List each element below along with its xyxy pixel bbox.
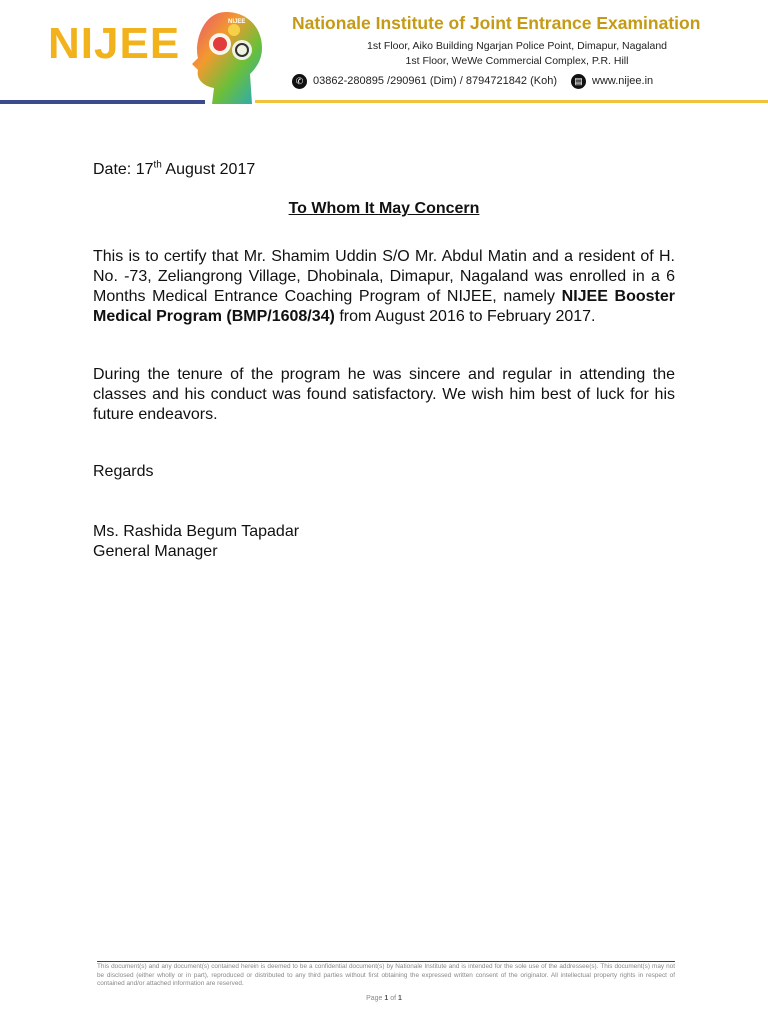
logo-text: NIJEE (48, 19, 181, 68)
emblem-label: NIJEE (228, 19, 246, 25)
contact-row (292, 72, 653, 90)
certification-paragraph: This is to certify that Mr. Shamim Uddin S/O Mr. Abdul Matin and a resident of H. No. -73, Zeliangrong Village, Dhobinala, Dimapur, Nagaland was enrolled in a 6 Months Medical Entrance Coaching Program of NIJEE, namely NIJEE Booster Medical Program (BMP/1608/34) from August 2016 to February 2017. (93, 248, 676, 325)
address-line-1: 1st Floor, Aiko Building Ngarjan Police Point, Dimapur, Nagaland (367, 40, 667, 52)
header-rule-gold (255, 100, 768, 103)
letter-date: Date: 17th August 2017 (93, 159, 256, 178)
address-line-2: 1st Floor, WeWe Commercial Complex, P.R. Hill (405, 55, 629, 67)
letter-subject: To Whom It May Concern (288, 200, 480, 217)
brain-emblem-icon (186, 8, 266, 108)
program-name: NIJEE Booster Medical Program (BMP/1608/34) (93, 288, 676, 325)
regards: Regards (93, 463, 154, 480)
signatory-name: Ms. Rashida Begum Tapadar (93, 523, 300, 540)
page-number: Page 1 of 1 (366, 995, 402, 1002)
conduct-paragraph: During the tenure of the program he was sincere and regular in attending the classes and his conduct was found satisfactory. We wish him best of luck for his future endeavors. (93, 366, 675, 423)
footer-rule (97, 961, 675, 962)
website-link[interactable]: www.nijee.in (592, 75, 654, 87)
phone-icon: ✆ (292, 74, 307, 89)
footer-disclaimer: This document(s) and any document(s) contained herein is deemed to be a confidential document(s) by Nationale Institute and is intended for the sole use of the addressee(s). This document(s) may not be disclosed (either wholly or in part), reproduced or distributed to any third parties without first obtaining the expressed written consent of the originator. All intellectual property rights in respect of contained and/or attached information are reserved. (97, 963, 675, 987)
phone-numbers: 03862-280895 /290961 (Dim) / 8794721842 (Koh) (313, 75, 558, 87)
header-rule-blue (0, 100, 205, 104)
signatory-title: General Manager (93, 543, 218, 560)
org-name: Nationale Institute of Joint Entrance Examination (292, 13, 701, 33)
globe-icon: ▤ (571, 74, 586, 89)
